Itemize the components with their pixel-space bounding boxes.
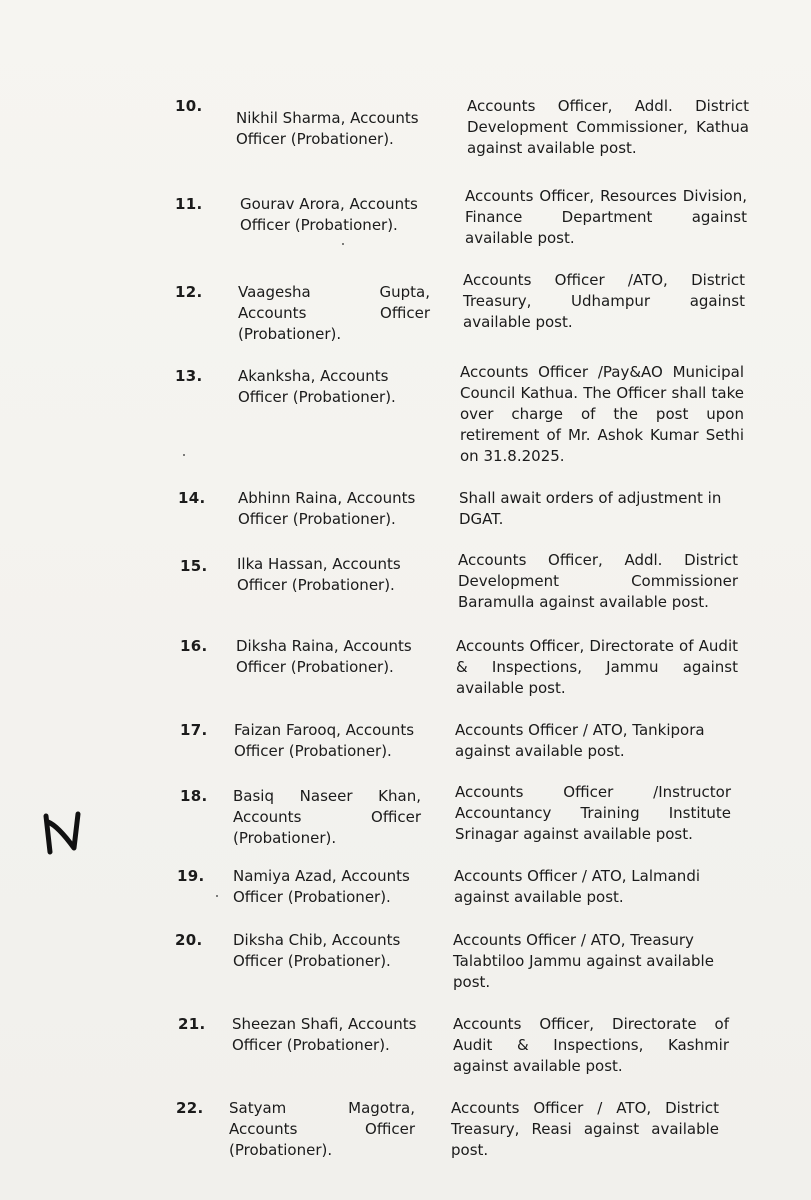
posting-text: Accounts Officer, Addl. District Development Commissioner Baramulla against available post. bbox=[458, 551, 738, 611]
entry-number: 15. bbox=[180, 557, 208, 575]
officer-name: Vaagesha Gupta, Accounts Officer (Probationer). bbox=[238, 283, 430, 343]
entry-number: 20. bbox=[175, 931, 203, 949]
posting-text: Accounts Officer /Pay&AO Municipal Council Kathua. The Officer shall take over charge of the post upon retirement of Mr. Ashok Kumar Sethi on 31.8.2025. bbox=[460, 363, 744, 465]
entry-number: 12. bbox=[175, 283, 203, 301]
posting-text: Shall await orders of adjustment in DGAT. bbox=[459, 489, 722, 528]
posting-text: Accounts Officer /Instructor Accountancy Training Institute Srinagar against available post. bbox=[455, 783, 731, 843]
officer-name: Diksha Chib, Accounts Officer (Probationer). bbox=[233, 931, 401, 970]
entry-number: 19. bbox=[177, 867, 205, 885]
entry-number: 22. bbox=[176, 1099, 204, 1117]
posting-text: Accounts Officer / ATO, Treasury Talabtiloo Jammu against available post. bbox=[453, 931, 714, 991]
posting-text: Accounts Officer, Directorate of Audit & Inspections, Kashmir against available post. bbox=[453, 1015, 729, 1075]
posting-text: Accounts Officer, Addl. District Development Commissioner, Kathua against available post. bbox=[467, 97, 749, 157]
scan-speck bbox=[216, 895, 218, 897]
entry-number: 21. bbox=[178, 1015, 206, 1033]
entry-number: 17. bbox=[180, 721, 208, 739]
posting-text: Accounts Officer /ATO, District Treasury, Udhampur against available post. bbox=[463, 271, 745, 331]
entry-number: 18. bbox=[180, 787, 208, 805]
posting-text: Accounts Officer, Resources Division, Finance Department against available post. bbox=[465, 187, 747, 247]
handwritten-initials-mark bbox=[40, 808, 84, 858]
officer-name: Gourav Arora, Accounts Officer (Probationer). bbox=[240, 195, 418, 234]
officer-name: Abhinn Raina, Accounts Officer (Probationer). bbox=[238, 489, 416, 528]
officer-name: Basiq Naseer Khan, Accounts Officer (Probationer). bbox=[233, 787, 421, 847]
entry-number: 11. bbox=[175, 195, 203, 213]
officer-name: Faizan Farooq, Accounts Officer (Probationer). bbox=[234, 721, 415, 760]
scan-speck bbox=[342, 243, 344, 245]
scan-speck bbox=[183, 454, 185, 456]
posting-text: Accounts Officer / ATO, Tankipora against available post. bbox=[455, 721, 705, 760]
entry-number: 16. bbox=[180, 637, 208, 655]
officer-name: Satyam Magotra, Accounts Officer (Probationer). bbox=[229, 1099, 415, 1159]
officer-name: Nikhil Sharma, Accounts Officer (Probationer). bbox=[236, 109, 419, 148]
posting-text: Accounts Officer, Directorate of Audit & Inspections, Jammu against available post. bbox=[456, 637, 738, 697]
officer-name: Ilka Hassan, Accounts Officer (Probationer). bbox=[237, 555, 401, 594]
entry-number: 14. bbox=[178, 489, 206, 507]
officer-name: Sheezan Shafi, Accounts Officer (Probationer). bbox=[232, 1015, 417, 1054]
officer-name: Diksha Raina, Accounts Officer (Probationer). bbox=[236, 637, 412, 676]
posting-text: Accounts Officer / ATO, District Treasury, Reasi against available post. bbox=[451, 1099, 719, 1159]
posting-text: Accounts Officer / ATO, Lalmandi against available post. bbox=[454, 867, 701, 906]
entry-number: 10. bbox=[175, 97, 203, 115]
officer-name: Namiya Azad, Accounts Officer (Probationer). bbox=[233, 867, 410, 906]
officer-name: Akanksha, Accounts Officer (Probationer). bbox=[238, 367, 396, 406]
entry-number: 13. bbox=[175, 367, 203, 385]
